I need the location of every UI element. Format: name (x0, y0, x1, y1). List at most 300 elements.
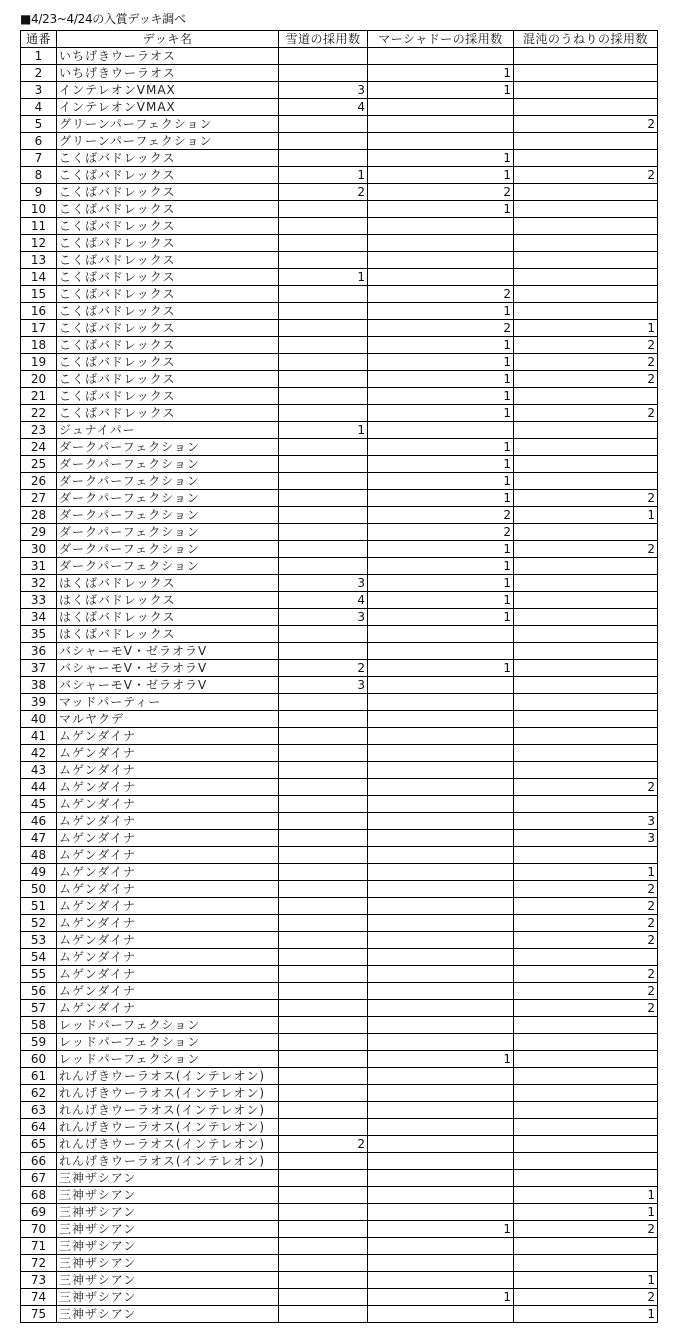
cell-marshadow-count[interactable] (368, 235, 514, 252)
cell-snow-count[interactable] (279, 286, 368, 303)
cell-marshadow-count[interactable]: 1 (368, 609, 514, 626)
cell-deck-name[interactable]: 三神ザシアン (57, 1255, 279, 1272)
cell-deck-name[interactable]: ダークパーフェクション (57, 541, 279, 558)
cell-deck-name[interactable]: れんげきウーラオス(インテレオン) (57, 1153, 279, 1170)
cell-deck-name[interactable]: ムゲンダイナ (57, 1000, 279, 1017)
cell-marshadow-count[interactable] (368, 966, 514, 983)
cell-chaotic-swell-count[interactable] (514, 626, 658, 643)
cell-marshadow-count[interactable]: 1 (368, 1289, 514, 1306)
cell-serial-number[interactable]: 29 (21, 524, 57, 541)
cell-marshadow-count[interactable]: 1 (368, 337, 514, 354)
cell-marshadow-count[interactable] (368, 830, 514, 847)
cell-deck-name[interactable]: レッドパーフェクション (57, 1051, 279, 1068)
cell-serial-number[interactable]: 59 (21, 1034, 57, 1051)
cell-marshadow-count[interactable] (368, 1136, 514, 1153)
cell-marshadow-count[interactable]: 1 (368, 405, 514, 422)
cell-deck-name[interactable]: 三神ザシアン (57, 1187, 279, 1204)
cell-deck-name[interactable]: こくばバドレックス (57, 167, 279, 184)
cell-deck-name[interactable]: れんげきウーラオス(インテレオン) (57, 1068, 279, 1085)
cell-deck-name[interactable]: こくばバドレックス (57, 201, 279, 218)
cell-marshadow-count[interactable]: 1 (368, 354, 514, 371)
cell-deck-name[interactable]: こくばバドレックス (57, 303, 279, 320)
cell-deck-name[interactable]: れんげきウーラオス(インテレオン) (57, 1136, 279, 1153)
cell-marshadow-count[interactable]: 1 (368, 82, 514, 99)
cell-snow-count[interactable] (279, 1017, 368, 1034)
cell-snow-count[interactable] (279, 728, 368, 745)
cell-deck-name[interactable]: 三神ザシアン (57, 1170, 279, 1187)
cell-serial-number[interactable]: 68 (21, 1187, 57, 1204)
cell-deck-name[interactable]: ムゲンダイナ (57, 966, 279, 983)
cell-serial-number[interactable]: 4 (21, 99, 57, 116)
cell-serial-number[interactable]: 34 (21, 609, 57, 626)
cell-marshadow-count[interactable] (368, 1272, 514, 1289)
cell-serial-number[interactable]: 15 (21, 286, 57, 303)
cell-serial-number[interactable]: 10 (21, 201, 57, 218)
cell-serial-number[interactable]: 60 (21, 1051, 57, 1068)
cell-serial-number[interactable]: 2 (21, 65, 57, 82)
cell-chaotic-swell-count[interactable] (514, 1051, 658, 1068)
cell-chaotic-swell-count[interactable] (514, 1255, 658, 1272)
cell-deck-name[interactable]: こくばバドレックス (57, 286, 279, 303)
cell-chaotic-swell-count[interactable]: 2 (514, 337, 658, 354)
cell-serial-number[interactable]: 8 (21, 167, 57, 184)
cell-chaotic-swell-count[interactable]: 1 (514, 320, 658, 337)
cell-serial-number[interactable]: 44 (21, 779, 57, 796)
cell-chaotic-swell-count[interactable] (514, 184, 658, 201)
cell-snow-count[interactable] (279, 1000, 368, 1017)
cell-deck-name[interactable]: こくばバドレックス (57, 150, 279, 167)
cell-chaotic-swell-count[interactable] (514, 609, 658, 626)
cell-chaotic-swell-count[interactable]: 2 (514, 881, 658, 898)
cell-chaotic-swell-count[interactable] (514, 133, 658, 150)
cell-deck-name[interactable]: ムゲンダイナ (57, 864, 279, 881)
cell-deck-name[interactable]: ダークパーフェクション (57, 507, 279, 524)
cell-deck-name[interactable]: ムゲンダイナ (57, 983, 279, 1000)
cell-chaotic-swell-count[interactable]: 2 (514, 779, 658, 796)
cell-serial-number[interactable]: 57 (21, 1000, 57, 1017)
cell-marshadow-count[interactable]: 2 (368, 286, 514, 303)
cell-deck-name[interactable]: マルヤクデ (57, 711, 279, 728)
cell-snow-count[interactable] (279, 1221, 368, 1238)
cell-chaotic-swell-count[interactable] (514, 1119, 658, 1136)
cell-serial-number[interactable]: 13 (21, 252, 57, 269)
cell-deck-name[interactable]: ジュナイパー (57, 422, 279, 439)
cell-chaotic-swell-count[interactable]: 2 (514, 167, 658, 184)
cell-deck-name[interactable]: 三神ザシアン (57, 1306, 279, 1323)
cell-marshadow-count[interactable]: 1 (368, 388, 514, 405)
cell-snow-count[interactable] (279, 694, 368, 711)
cell-chaotic-swell-count[interactable]: 3 (514, 830, 658, 847)
cell-chaotic-swell-count[interactable] (514, 762, 658, 779)
cell-chaotic-swell-count[interactable]: 2 (514, 116, 658, 133)
cell-chaotic-swell-count[interactable] (514, 694, 658, 711)
cell-snow-count[interactable]: 1 (279, 269, 368, 286)
cell-snow-count[interactable] (279, 1102, 368, 1119)
cell-deck-name[interactable]: 三神ザシアン (57, 1221, 279, 1238)
cell-marshadow-count[interactable] (368, 745, 514, 762)
cell-deck-name[interactable]: 三神ザシアン (57, 1204, 279, 1221)
cell-chaotic-swell-count[interactable]: 1 (514, 1272, 658, 1289)
cell-snow-count[interactable]: 2 (279, 660, 368, 677)
cell-chaotic-swell-count[interactable] (514, 592, 658, 609)
cell-serial-number[interactable]: 58 (21, 1017, 57, 1034)
cell-serial-number[interactable]: 41 (21, 728, 57, 745)
cell-snow-count[interactable]: 2 (279, 184, 368, 201)
cell-serial-number[interactable]: 51 (21, 898, 57, 915)
cell-chaotic-swell-count[interactable]: 2 (514, 354, 658, 371)
cell-serial-number[interactable]: 1 (21, 48, 57, 65)
cell-marshadow-count[interactable]: 2 (368, 184, 514, 201)
cell-snow-count[interactable]: 3 (279, 677, 368, 694)
cell-chaotic-swell-count[interactable] (514, 677, 658, 694)
cell-snow-count[interactable] (279, 643, 368, 660)
cell-snow-count[interactable] (279, 337, 368, 354)
cell-chaotic-swell-count[interactable] (514, 1085, 658, 1102)
cell-chaotic-swell-count[interactable] (514, 456, 658, 473)
cell-marshadow-count[interactable] (368, 422, 514, 439)
cell-snow-count[interactable] (279, 439, 368, 456)
cell-chaotic-swell-count[interactable]: 1 (514, 507, 658, 524)
cell-chaotic-swell-count[interactable] (514, 1017, 658, 1034)
cell-deck-name[interactable]: いちげきウーラオス (57, 48, 279, 65)
cell-chaotic-swell-count[interactable] (514, 252, 658, 269)
cell-deck-name[interactable]: インテレオンVMAX (57, 99, 279, 116)
cell-snow-count[interactable] (279, 745, 368, 762)
cell-deck-name[interactable]: ムゲンダイナ (57, 830, 279, 847)
cell-serial-number[interactable]: 35 (21, 626, 57, 643)
cell-chaotic-swell-count[interactable]: 2 (514, 371, 658, 388)
cell-serial-number[interactable]: 52 (21, 915, 57, 932)
cell-chaotic-swell-count[interactable] (514, 65, 658, 82)
cell-serial-number[interactable]: 61 (21, 1068, 57, 1085)
cell-marshadow-count[interactable]: 1 (368, 1221, 514, 1238)
cell-deck-name[interactable]: インテレオンVMAX (57, 82, 279, 99)
cell-marshadow-count[interactable]: 1 (368, 150, 514, 167)
cell-marshadow-count[interactable]: 1 (368, 439, 514, 456)
cell-snow-count[interactable] (279, 898, 368, 915)
cell-deck-name[interactable]: バシャーモV・ゼラオラV (57, 677, 279, 694)
cell-snow-count[interactable] (279, 388, 368, 405)
cell-deck-name[interactable]: ムゲンダイナ (57, 745, 279, 762)
cell-snow-count[interactable] (279, 405, 368, 422)
cell-snow-count[interactable] (279, 354, 368, 371)
cell-deck-name[interactable]: ムゲンダイナ (57, 915, 279, 932)
cell-serial-number[interactable]: 38 (21, 677, 57, 694)
cell-snow-count[interactable] (279, 1289, 368, 1306)
cell-snow-count[interactable] (279, 626, 368, 643)
cell-chaotic-swell-count[interactable] (514, 1136, 658, 1153)
cell-marshadow-count[interactable]: 1 (368, 1051, 514, 1068)
cell-serial-number[interactable]: 50 (21, 881, 57, 898)
cell-deck-name[interactable]: こくばバドレックス (57, 405, 279, 422)
cell-chaotic-swell-count[interactable]: 2 (514, 405, 658, 422)
cell-marshadow-count[interactable] (368, 983, 514, 1000)
cell-snow-count[interactable]: 1 (279, 167, 368, 184)
header-marshadow-count[interactable]: マーシャドーの採用数 (368, 31, 514, 48)
cell-marshadow-count[interactable] (368, 99, 514, 116)
cell-marshadow-count[interactable] (368, 252, 514, 269)
cell-marshadow-count[interactable]: 1 (368, 558, 514, 575)
cell-marshadow-count[interactable] (368, 1102, 514, 1119)
cell-chaotic-swell-count[interactable] (514, 524, 658, 541)
cell-deck-name[interactable]: ムゲンダイナ (57, 762, 279, 779)
cell-marshadow-count[interactable]: 1 (368, 303, 514, 320)
cell-serial-number[interactable]: 69 (21, 1204, 57, 1221)
cell-marshadow-count[interactable]: 1 (368, 201, 514, 218)
cell-snow-count[interactable] (279, 473, 368, 490)
cell-chaotic-swell-count[interactable] (514, 949, 658, 966)
cell-deck-name[interactable]: いちげきウーラオス (57, 65, 279, 82)
cell-marshadow-count[interactable] (368, 677, 514, 694)
cell-marshadow-count[interactable]: 1 (368, 65, 514, 82)
cell-chaotic-swell-count[interactable] (514, 303, 658, 320)
cell-deck-name[interactable]: ムゲンダイナ (57, 728, 279, 745)
cell-marshadow-count[interactable]: 1 (368, 167, 514, 184)
cell-serial-number[interactable]: 9 (21, 184, 57, 201)
cell-chaotic-swell-count[interactable] (514, 201, 658, 218)
cell-serial-number[interactable]: 40 (21, 711, 57, 728)
cell-marshadow-count[interactable] (368, 643, 514, 660)
cell-chaotic-swell-count[interactable] (514, 150, 658, 167)
cell-deck-name[interactable]: 三神ザシアン (57, 1272, 279, 1289)
cell-snow-count[interactable] (279, 303, 368, 320)
cell-deck-name[interactable]: ダークパーフェクション (57, 524, 279, 541)
cell-snow-count[interactable] (279, 1153, 368, 1170)
cell-chaotic-swell-count[interactable] (514, 643, 658, 660)
cell-serial-number[interactable]: 30 (21, 541, 57, 558)
cell-marshadow-count[interactable] (368, 932, 514, 949)
cell-snow-count[interactable] (279, 915, 368, 932)
cell-snow-count[interactable] (279, 320, 368, 337)
cell-deck-name[interactable]: はくばバドレックス (57, 626, 279, 643)
cell-serial-number[interactable]: 70 (21, 1221, 57, 1238)
header-chaotic-swell-count[interactable]: 混沌のうねりの採用数 (514, 31, 658, 48)
cell-chaotic-swell-count[interactable] (514, 269, 658, 286)
cell-marshadow-count[interactable] (368, 694, 514, 711)
cell-chaotic-swell-count[interactable] (514, 745, 658, 762)
cell-snow-count[interactable] (279, 1306, 368, 1323)
cell-snow-count[interactable] (279, 1119, 368, 1136)
cell-serial-number[interactable]: 11 (21, 218, 57, 235)
cell-snow-count[interactable]: 3 (279, 609, 368, 626)
cell-chaotic-swell-count[interactable]: 2 (514, 1221, 658, 1238)
cell-chaotic-swell-count[interactable] (514, 660, 658, 677)
cell-snow-count[interactable] (279, 966, 368, 983)
cell-serial-number[interactable]: 64 (21, 1119, 57, 1136)
cell-marshadow-count[interactable] (368, 728, 514, 745)
cell-snow-count[interactable] (279, 813, 368, 830)
cell-marshadow-count[interactable] (368, 915, 514, 932)
cell-serial-number[interactable]: 53 (21, 932, 57, 949)
cell-marshadow-count[interactable] (368, 711, 514, 728)
cell-chaotic-swell-count[interactable]: 2 (514, 1289, 658, 1306)
cell-snow-count[interactable] (279, 847, 368, 864)
cell-snow-count[interactable] (279, 133, 368, 150)
cell-deck-name[interactable]: グリーンパーフェクション (57, 116, 279, 133)
cell-chaotic-swell-count[interactable]: 2 (514, 932, 658, 949)
cell-deck-name[interactable]: 三神ザシアン (57, 1289, 279, 1306)
cell-serial-number[interactable]: 63 (21, 1102, 57, 1119)
cell-marshadow-count[interactable] (368, 1238, 514, 1255)
cell-chaotic-swell-count[interactable]: 1 (514, 1187, 658, 1204)
cell-serial-number[interactable]: 49 (21, 864, 57, 881)
cell-deck-name[interactable]: れんげきウーラオス(インテレオン) (57, 1102, 279, 1119)
cell-serial-number[interactable]: 47 (21, 830, 57, 847)
cell-snow-count[interactable]: 3 (279, 82, 368, 99)
cell-marshadow-count[interactable] (368, 1000, 514, 1017)
cell-serial-number[interactable]: 17 (21, 320, 57, 337)
cell-serial-number[interactable]: 46 (21, 813, 57, 830)
cell-snow-count[interactable] (279, 371, 368, 388)
cell-serial-number[interactable]: 55 (21, 966, 57, 983)
cell-deck-name[interactable]: はくばバドレックス (57, 592, 279, 609)
cell-snow-count[interactable] (279, 235, 368, 252)
cell-snow-count[interactable]: 3 (279, 575, 368, 592)
cell-snow-count[interactable] (279, 983, 368, 1000)
cell-chaotic-swell-count[interactable] (514, 422, 658, 439)
cell-serial-number[interactable]: 16 (21, 303, 57, 320)
cell-marshadow-count[interactable] (368, 1187, 514, 1204)
cell-chaotic-swell-count[interactable]: 2 (514, 541, 658, 558)
cell-snow-count[interactable] (279, 1085, 368, 1102)
cell-marshadow-count[interactable] (368, 1153, 514, 1170)
header-snow-count[interactable]: 雪道の採用数 (279, 31, 368, 48)
cell-deck-name[interactable]: ムゲンダイナ (57, 796, 279, 813)
header-serial-number[interactable]: 通番 (21, 31, 57, 48)
cell-marshadow-count[interactable] (368, 779, 514, 796)
cell-serial-number[interactable]: 67 (21, 1170, 57, 1187)
cell-serial-number[interactable]: 19 (21, 354, 57, 371)
cell-chaotic-swell-count[interactable]: 2 (514, 1000, 658, 1017)
cell-snow-count[interactable] (279, 490, 368, 507)
cell-deck-name[interactable]: ムゲンダイナ (57, 779, 279, 796)
cell-serial-number[interactable]: 66 (21, 1153, 57, 1170)
cell-marshadow-count[interactable]: 2 (368, 524, 514, 541)
cell-chaotic-swell-count[interactable]: 1 (514, 1306, 658, 1323)
cell-deck-name[interactable]: ムゲンダイナ (57, 898, 279, 915)
cell-serial-number[interactable]: 14 (21, 269, 57, 286)
cell-chaotic-swell-count[interactable] (514, 99, 658, 116)
cell-serial-number[interactable]: 36 (21, 643, 57, 660)
cell-chaotic-swell-count[interactable] (514, 847, 658, 864)
cell-serial-number[interactable]: 62 (21, 1085, 57, 1102)
cell-deck-name[interactable]: ムゲンダイナ (57, 949, 279, 966)
cell-marshadow-count[interactable] (368, 762, 514, 779)
cell-deck-name[interactable]: ダークパーフェクション (57, 456, 279, 473)
cell-marshadow-count[interactable] (368, 218, 514, 235)
cell-deck-name[interactable]: バシャーモV・ゼラオラV (57, 660, 279, 677)
cell-chaotic-swell-count[interactable] (514, 558, 658, 575)
cell-serial-number[interactable]: 23 (21, 422, 57, 439)
cell-deck-name[interactable]: こくばバドレックス (57, 252, 279, 269)
cell-chaotic-swell-count[interactable] (514, 575, 658, 592)
cell-deck-name[interactable]: こくばバドレックス (57, 184, 279, 201)
cell-deck-name[interactable]: ダークパーフェクション (57, 473, 279, 490)
cell-serial-number[interactable]: 33 (21, 592, 57, 609)
cell-serial-number[interactable]: 24 (21, 439, 57, 456)
cell-deck-name[interactable]: れんげきウーラオス(インテレオン) (57, 1119, 279, 1136)
cell-deck-name[interactable]: レッドパーフェクション (57, 1017, 279, 1034)
cell-serial-number[interactable]: 26 (21, 473, 57, 490)
cell-marshadow-count[interactable]: 2 (368, 507, 514, 524)
cell-marshadow-count[interactable]: 1 (368, 592, 514, 609)
cell-marshadow-count[interactable] (368, 1085, 514, 1102)
cell-marshadow-count[interactable]: 1 (368, 371, 514, 388)
cell-serial-number[interactable]: 39 (21, 694, 57, 711)
cell-chaotic-swell-count[interactable]: 1 (514, 1204, 658, 1221)
cell-snow-count[interactable] (279, 881, 368, 898)
cell-marshadow-count[interactable] (368, 1306, 514, 1323)
cell-snow-count[interactable] (279, 201, 368, 218)
cell-serial-number[interactable]: 72 (21, 1255, 57, 1272)
cell-deck-name[interactable]: こくばバドレックス (57, 337, 279, 354)
cell-snow-count[interactable] (279, 711, 368, 728)
cell-deck-name[interactable]: こくばバドレックス (57, 218, 279, 235)
cell-snow-count[interactable] (279, 65, 368, 82)
cell-serial-number[interactable]: 65 (21, 1136, 57, 1153)
cell-serial-number[interactable]: 18 (21, 337, 57, 354)
cell-chaotic-swell-count[interactable]: 2 (514, 966, 658, 983)
cell-chaotic-swell-count[interactable]: 3 (514, 813, 658, 830)
cell-snow-count[interactable]: 1 (279, 422, 368, 439)
cell-chaotic-swell-count[interactable] (514, 1238, 658, 1255)
cell-serial-number[interactable]: 31 (21, 558, 57, 575)
cell-serial-number[interactable]: 21 (21, 388, 57, 405)
cell-marshadow-count[interactable] (368, 1068, 514, 1085)
cell-serial-number[interactable]: 71 (21, 1238, 57, 1255)
cell-deck-name[interactable]: ムゲンダイナ (57, 881, 279, 898)
cell-serial-number[interactable]: 27 (21, 490, 57, 507)
header-deck-name[interactable]: デッキ名 (57, 31, 279, 48)
cell-marshadow-count[interactable] (368, 133, 514, 150)
cell-snow-count[interactable]: 4 (279, 592, 368, 609)
cell-snow-count[interactable] (279, 1051, 368, 1068)
cell-marshadow-count[interactable] (368, 1170, 514, 1187)
cell-marshadow-count[interactable] (368, 847, 514, 864)
cell-serial-number[interactable]: 43 (21, 762, 57, 779)
cell-marshadow-count[interactable] (368, 626, 514, 643)
cell-chaotic-swell-count[interactable]: 2 (514, 490, 658, 507)
cell-deck-name[interactable]: こくばバドレックス (57, 320, 279, 337)
cell-marshadow-count[interactable] (368, 1255, 514, 1272)
cell-snow-count[interactable]: 4 (279, 99, 368, 116)
cell-marshadow-count[interactable] (368, 1017, 514, 1034)
cell-chaotic-swell-count[interactable] (514, 728, 658, 745)
cell-chaotic-swell-count[interactable] (514, 1068, 658, 1085)
cell-marshadow-count[interactable] (368, 269, 514, 286)
cell-deck-name[interactable]: レッドパーフェクション (57, 1034, 279, 1051)
cell-marshadow-count[interactable] (368, 881, 514, 898)
cell-snow-count[interactable] (279, 1255, 368, 1272)
cell-snow-count[interactable] (279, 1272, 368, 1289)
cell-snow-count[interactable] (279, 1238, 368, 1255)
cell-snow-count[interactable] (279, 218, 368, 235)
cell-chaotic-swell-count[interactable] (514, 473, 658, 490)
cell-snow-count[interactable]: 2 (279, 1136, 368, 1153)
cell-serial-number[interactable]: 42 (21, 745, 57, 762)
cell-deck-name[interactable]: こくばバドレックス (57, 354, 279, 371)
cell-chaotic-swell-count[interactable]: 2 (514, 898, 658, 915)
cell-snow-count[interactable] (279, 1170, 368, 1187)
cell-snow-count[interactable] (279, 1204, 368, 1221)
cell-deck-name[interactable]: ムゲンダイナ (57, 932, 279, 949)
cell-serial-number[interactable]: 32 (21, 575, 57, 592)
cell-snow-count[interactable] (279, 507, 368, 524)
cell-marshadow-count[interactable] (368, 1034, 514, 1051)
cell-marshadow-count[interactable] (368, 796, 514, 813)
cell-marshadow-count[interactable] (368, 813, 514, 830)
cell-snow-count[interactable] (279, 1068, 368, 1085)
